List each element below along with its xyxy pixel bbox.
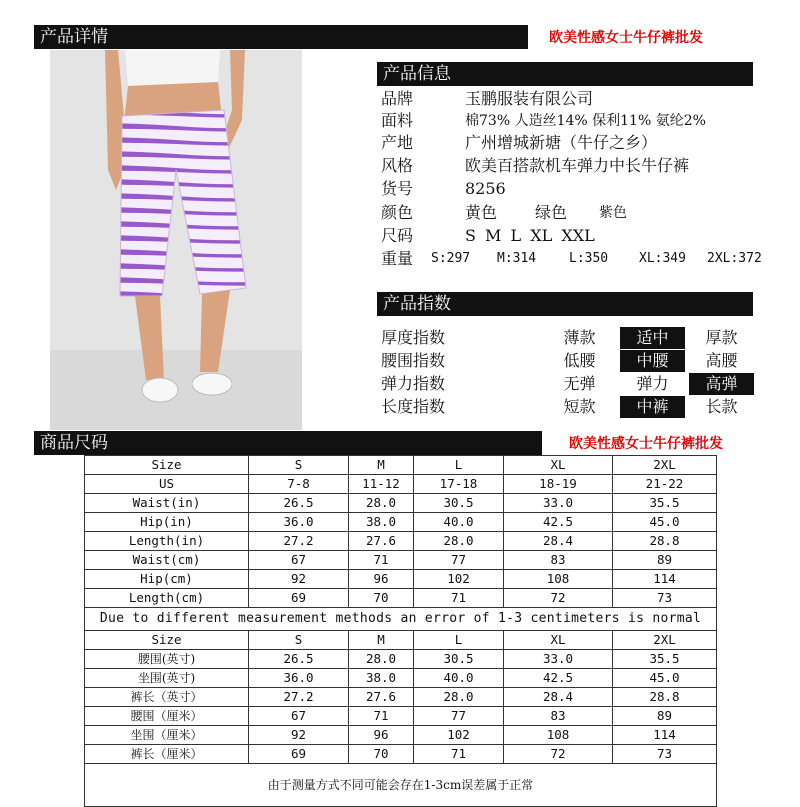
table-cell: 71 [349,707,414,726]
table-cell: 69 [249,745,349,764]
info-key: 颜色 [381,203,414,222]
index-key: 厚度指数 [381,328,446,347]
table-cell: 35.5 [613,494,717,513]
table-cell: 腰围(英寸) [85,650,249,669]
product-info-title: 产品信息 [383,64,451,84]
index-key: 长度指数 [381,397,446,416]
index-option: 无弹 [563,374,596,393]
table-cell: 71 [349,551,414,570]
table-cell: 89 [613,551,717,570]
table-cell: 70 [349,589,414,608]
table-cell: 92 [249,570,349,589]
info-value: 棉73% 人造丝14% 保利11% 氨纶2% [465,113,706,129]
info-key: 面料 [381,111,414,130]
table-cell: 92 [249,726,349,745]
table-header-row [85,631,717,650]
table-cell: 96 [349,570,414,589]
table-cell: 40.0 [414,669,504,688]
table-row [85,475,717,494]
table-cell: 28.0 [414,532,504,551]
measurement-note-en: Due to different measurement methods an error of 1-3 centimeters is normal [85,608,717,631]
table-cell: 28.8 [613,688,717,707]
table-cell: 114 [613,570,717,589]
size-section-title: 商品尺码 [40,433,108,453]
table-cell: M [349,631,414,650]
table-cell: 28.4 [504,532,613,551]
info-value: S M L XL XXL [465,226,595,245]
table-cell: 102 [414,726,504,745]
info-value: 广州增城新塘（牛仔之乡） [465,133,658,152]
table-cell: 33.0 [504,650,613,669]
info-key: 品牌 [381,89,414,108]
index-option-selected: 高弹 [689,373,754,395]
index-option: 厚款 [705,328,738,347]
table-cell: Hip(cm) [85,570,249,589]
table-row [85,669,717,688]
table-cell: 2XL [613,456,717,475]
table-row [85,726,717,745]
table-cell: 11-12 [349,475,414,494]
table-cell: 26.5 [249,650,349,669]
table-row [85,707,717,726]
table-cell: 2XL [613,631,717,650]
table-cell: Hip(in) [85,513,249,532]
table-cell: M [349,456,414,475]
weight-s: S:297 [431,251,471,266]
table-cell: 72 [504,745,613,764]
table-cell: 腰围（厘米） [85,707,249,726]
table-cell: 96 [349,726,414,745]
table-cell: 69 [249,589,349,608]
index-option: 短款 [563,397,596,416]
table-cell: 36.0 [249,669,349,688]
size-section-tagline: 欧美性感女士牛仔裤批发 [542,431,750,455]
table-cell: 7-8 [249,475,349,494]
table-cell: 38.0 [349,669,414,688]
table-cell: 114 [613,726,717,745]
table-note-row [85,608,717,631]
size-section-bar [34,431,750,455]
table-cell: 27.2 [249,688,349,707]
table-cell: 26.5 [249,494,349,513]
info-key: 风格 [381,156,414,175]
weight-l: L:350 [569,251,609,266]
table-cell: 36.0 [249,513,349,532]
header-title: 产品详情 [40,27,108,47]
index-row-length [377,396,753,418]
info-value: 8256 [465,179,506,198]
info-value: 玉鹏服装有限公司 [465,89,594,108]
color-green: 绿色 [535,203,568,222]
index-row-waist [377,350,753,372]
table-row [85,494,717,513]
table-note-row [85,764,717,807]
index-option: 长款 [705,397,738,416]
table-cell: 71 [414,745,504,764]
table-cell: 28.0 [349,494,414,513]
table-row [85,745,717,764]
table-row [85,589,717,608]
index-key: 弹力指数 [381,374,446,393]
table-cell: 45.0 [613,513,717,532]
table-cell: 28.8 [613,532,717,551]
table-cell: Size [85,456,249,475]
table-row [85,688,717,707]
product-photo [50,50,302,430]
index-option: 薄款 [563,328,596,347]
table-cell: S [249,631,349,650]
table-cell: 坐围（厘米） [85,726,249,745]
table-cell: 30.5 [414,494,504,513]
index-key: 腰围指数 [381,351,446,370]
info-key: 重量 [381,249,414,268]
product-index-bar [377,292,753,316]
table-cell: L [414,631,504,650]
table-cell: 27.6 [349,532,414,551]
index-option-selected: 适中 [620,327,685,349]
table-cell: Waist(in) [85,494,249,513]
weight-xl: XL:349 [639,251,686,266]
index-option: 高腰 [705,351,738,370]
table-cell: 72 [504,589,613,608]
table-cell: L [414,456,504,475]
table-cell: 40.0 [414,513,504,532]
table-cell: 42.5 [504,669,613,688]
product-info-bar [377,62,753,86]
table-cell: 102 [414,570,504,589]
table-cell: Waist(cm) [85,551,249,570]
header-tagline: 欧美性感女士牛仔裤批发 [528,25,724,49]
table-cell: Length(cm) [85,589,249,608]
table-cell: 裤长（英寸） [85,688,249,707]
table-row [85,513,717,532]
table-cell: 108 [504,570,613,589]
table-cell: 108 [504,726,613,745]
table-cell: Size [85,631,249,650]
table-cell: 70 [349,745,414,764]
table-cell: 21-22 [613,475,717,494]
table-cell: US [85,475,249,494]
table-cell: 30.5 [414,650,504,669]
table-header-row [85,456,717,475]
product-index-title: 产品指数 [383,294,451,314]
index-option: 弹力 [636,374,669,393]
table-cell: S [249,456,349,475]
table-cell: 17-18 [414,475,504,494]
info-key: 产地 [381,133,414,152]
measurement-note-cn: 由于测量方式不同可能会存在1-3cm误差属于正常 [85,764,717,807]
table-cell: 73 [613,589,717,608]
table-cell: 裤长（厘米） [85,745,249,764]
table-row [85,650,717,669]
table-cell: XL [504,631,613,650]
table-cell: 27.2 [249,532,349,551]
table-cell: 28.4 [504,688,613,707]
color-purple: 紫色 [599,205,627,221]
index-option-selected: 中腰 [620,350,685,372]
size-table [84,455,717,807]
weight-m: M:314 [497,251,537,266]
table-cell: XL [504,456,613,475]
table-row [85,551,717,570]
table-cell: 35.5 [613,650,717,669]
table-row [85,532,717,551]
table-cell: 83 [504,551,613,570]
table-cell: 45.0 [613,669,717,688]
color-yellow: 黄色 [465,203,498,222]
table-row [85,570,717,589]
table-cell: 77 [414,551,504,570]
table-cell: 18-19 [504,475,613,494]
info-value: 欧美百搭款机车弹力中长牛仔裤 [465,156,690,175]
table-cell: Length(in) [85,532,249,551]
index-row-stretch [377,373,753,395]
info-key: 尺码 [381,226,414,245]
table-cell: 67 [249,707,349,726]
table-cell: 28.0 [349,650,414,669]
table-cell: 89 [613,707,717,726]
table-cell: 坐围(英寸) [85,669,249,688]
header-bar [34,25,724,49]
index-option-selected: 中裤 [620,396,685,418]
index-row-thickness [377,327,753,349]
table-cell: 27.6 [349,688,414,707]
model-illustration [50,50,302,430]
table-cell: 33.0 [504,494,613,513]
table-cell: 73 [613,745,717,764]
table-cell: 83 [504,707,613,726]
table-cell: 38.0 [349,513,414,532]
weight-2xl: 2XL:372 [707,251,762,266]
table-cell: 67 [249,551,349,570]
index-option: 低腰 [563,351,596,370]
table-cell: 28.0 [414,688,504,707]
table-cell: 42.5 [504,513,613,532]
table-cell: 77 [414,707,504,726]
info-key: 货号 [381,179,414,198]
table-cell: 71 [414,589,504,608]
